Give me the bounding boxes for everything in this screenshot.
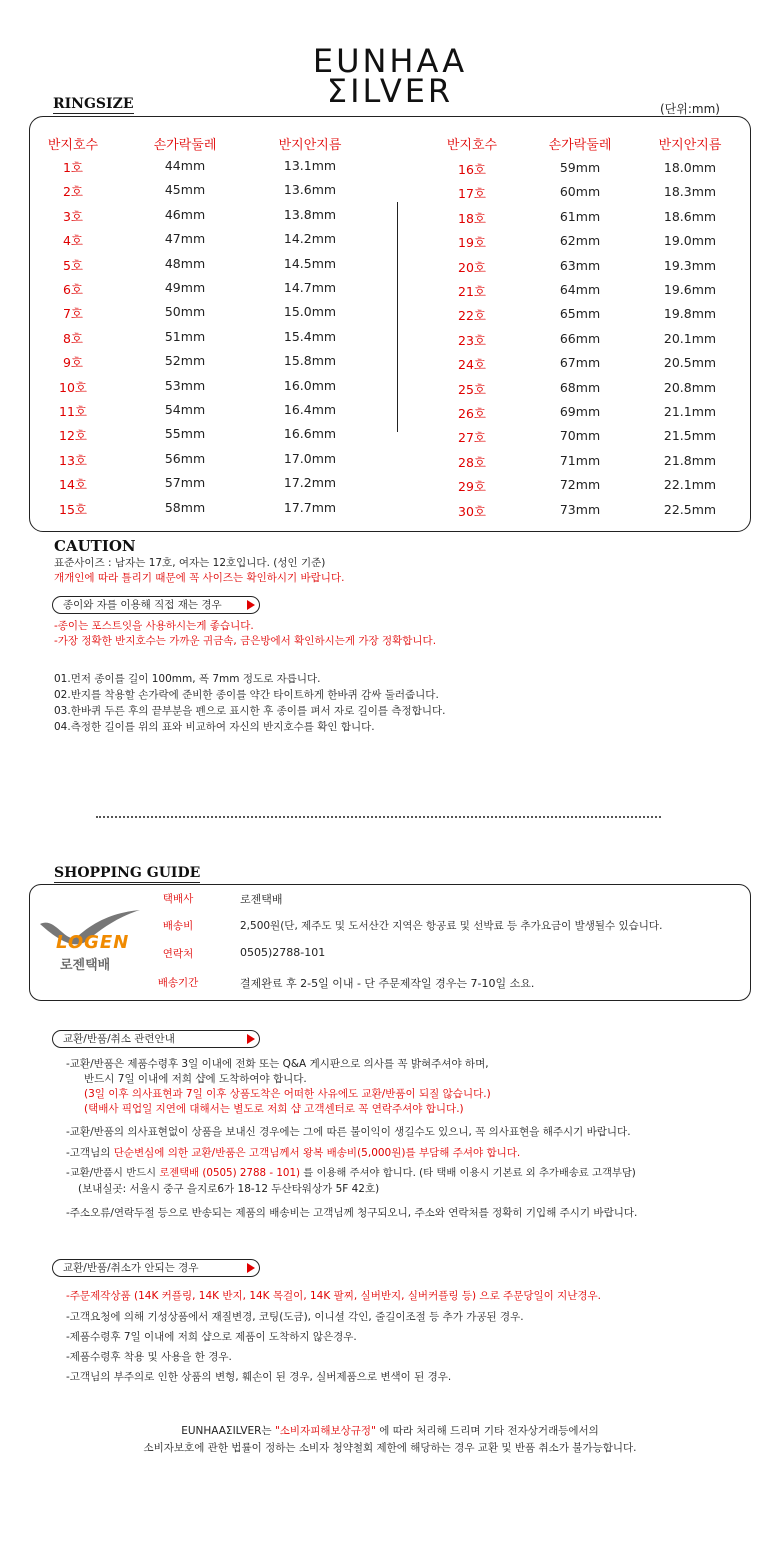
circ-left-2: 46mm <box>164 206 206 222</box>
size-left-10: 11호 <box>59 404 87 419</box>
diam-left-4: 14.5mm <box>283 255 337 271</box>
circ-left-4: 48mm <box>164 255 206 271</box>
circ-left-14: 58mm <box>164 499 206 515</box>
size-left-0: 1호 <box>62 160 84 175</box>
diam-right-7: 20.1mm <box>663 330 717 346</box>
size-right-9: 25호 <box>458 381 486 397</box>
diam-left-8: 15.8mm <box>283 353 337 369</box>
diam-left-10: 16.4mm <box>283 402 337 417</box>
circ-right-14: 73mm <box>559 501 601 517</box>
play-arrow-icon <box>247 600 255 610</box>
diam-right-8: 20.5mm <box>663 355 717 371</box>
diam-right-13: 22.1mm <box>663 477 717 493</box>
step-1: 01.먼저 종이를 길이 100mm, 폭 7mm 정도로 자릅니다. <box>54 673 321 685</box>
size-right-8: 24호 <box>458 357 486 373</box>
exchange-l3: (3일 이후 의사표현과 7일 이후 상품도착은 어떠한 사유에도 교환/반품이 되질 않습니다.) <box>84 1088 491 1100</box>
noexchange-l2: -고객요청에 의해 기성상품에서 재질변경, 코팅(도금), 이니셜 각인, 줄길이조절 등 추가 가공된 경우. <box>66 1311 524 1323</box>
circ-right-10: 69mm <box>559 404 601 419</box>
diam-right-14: 22.5mm <box>663 501 717 517</box>
circ-right-4: 63mm <box>559 257 601 273</box>
noexchange-pill <box>52 1259 260 1277</box>
circ-left-9: 53mm <box>164 377 206 393</box>
diam-left-6: 15.0mm <box>283 304 337 320</box>
diam-right-2: 18.6mm <box>663 208 717 224</box>
exchange-l5: -교환/반품의 의사표현없이 상품을 보내신 경우에는 그에 따른 불이익이 생길수도 있으니, 꼭 의사표현을 해주시기 바랍니다. <box>66 1126 631 1138</box>
ship-label-period: 배송기간 <box>157 977 199 989</box>
diam-left-0: 13.1mm <box>283 158 337 173</box>
size-left-13: 14호 <box>59 477 87 493</box>
shopping-title: SHOPPING GUIDE <box>54 865 201 881</box>
exchange-l6b: 단순변심에 의한 교환/반품은 고객님께서 왕복 배송비(5,000원)를 부담해 주셔야 합니다. <box>113 1147 521 1159</box>
circ-left-8: 52mm <box>164 353 206 369</box>
step-4: 04.측정한 길이를 위의 표와 비교하여 자신의 반지호수를 확인 합니다. <box>54 721 375 733</box>
circ-left-0: 44mm <box>164 158 206 173</box>
exchange-l8: (보내실곳: 서울시 중구 을지로6가 18-12 두산타워상가 5F 42호) <box>78 1183 380 1195</box>
caution-note: 개개인에 따라 틀리기 때문에 꼭 사이즈는 확인하시기 바랍니다. <box>54 572 345 584</box>
circ-left-11: 55mm <box>164 426 206 442</box>
size-left-4: 5호 <box>62 257 84 273</box>
caution-title: CAUTION <box>54 537 136 555</box>
noexchange-l1: -주문제작상품 (14K 커플링, 14K 반지, 14K 목걸이, 14K 팔찌, 실버반지, 실버커플링 등) 으로 주문당일이 지난경우. <box>66 1290 602 1302</box>
ship-label-contact: 연락처 <box>162 948 194 960</box>
size-right-10: 26호 <box>458 406 486 421</box>
logen-kr: 로젠택배 <box>60 958 111 973</box>
exchange-l6a: -고객님의 <box>66 1147 114 1159</box>
circ-right-5: 64mm <box>559 282 601 297</box>
diam-right-5: 19.6mm <box>663 282 717 297</box>
step-3: 03.한바퀴 두른 후의 끝부분을 펜으로 표시한 후 종이를 펴서 자로 길이를 측정합니다. <box>54 705 446 717</box>
circ-left-6: 50mm <box>164 304 206 320</box>
size-right-12: 28호 <box>458 454 486 470</box>
size-left-9: 10호 <box>59 379 87 395</box>
footer-line1 <box>0 1423 780 1438</box>
circ-right-11: 70mm <box>559 428 601 444</box>
caution-standard: 표준사이즈 : 남자는 17호, 여자는 12호입니다. (성인 기준) <box>54 557 326 569</box>
footer-c: 에 따라 처리해 드리며 기타 전자상거래등에서의 <box>375 1425 599 1437</box>
size-left-12: 13호 <box>59 452 87 468</box>
circ-right-1: 60mm <box>559 184 601 200</box>
dotted-divider <box>96 816 661 818</box>
size-right-4: 20호 <box>458 259 486 275</box>
diam-right-3: 19.0mm <box>663 233 717 249</box>
diam-right-6: 19.8mm <box>663 306 717 322</box>
size-left-2: 3호 <box>62 208 84 224</box>
brand-line1: EUNHAA <box>312 42 468 80</box>
diam-left-14: 17.7mm <box>283 499 337 515</box>
size-left-6: 7호 <box>62 306 84 322</box>
diam-right-0: 18.0mm <box>663 160 717 175</box>
size-left-3: 4호 <box>62 233 84 249</box>
header-right-0: 반지호수 <box>446 138 498 153</box>
measure-pill-label: 종이와 자를 이용해 직접 재는 경우 <box>63 599 222 611</box>
header-right-2: 반지안지름 <box>658 138 722 153</box>
ship-label-fee: 배송비 <box>162 920 194 932</box>
circ-left-10: 54mm <box>164 402 206 417</box>
size-right-7: 23호 <box>458 332 486 348</box>
noexchange-l3: -제품수령후 7일 이내에 저희 샵으로 제품이 도착하지 않은경우. <box>66 1331 357 1343</box>
ship-value-period: 결제완료 후 2-5일 이내 - 단 주문제작일 경우는 7-10일 소요. <box>240 977 535 990</box>
exchange-pill-label: 교환/반품/취소 관련안내 <box>63 1033 175 1045</box>
size-left-11: 12호 <box>59 428 87 444</box>
size-right-6: 22호 <box>458 308 486 324</box>
ship-value-carrier: 로젠택배 <box>240 893 283 906</box>
footer-a: EUNHAAΣILVER는 <box>181 1425 275 1437</box>
ringsize-title: RINGSIZE <box>53 96 134 112</box>
header-left-1: 손가락둘레 <box>153 138 217 153</box>
size-right-11: 27호 <box>458 430 486 446</box>
step-2: 02.반지를 착용할 손가락에 준비한 종이를 약간 타이트하게 한바퀴 감싸 둘러줍니다. <box>54 689 439 701</box>
header-left-2: 반지안지름 <box>278 138 342 153</box>
size-right-1: 17호 <box>458 186 486 202</box>
circ-left-5: 49mm <box>164 280 206 295</box>
diam-left-9: 16.0mm <box>283 377 337 393</box>
circ-right-13: 72mm <box>559 477 601 493</box>
size-right-0: 16호 <box>458 162 486 177</box>
logen-logo <box>36 906 146 976</box>
circ-left-3: 47mm <box>164 231 206 247</box>
size-right-14: 30호 <box>458 503 486 519</box>
exchange-l4: (택배사 픽업일 지연에 대해서는 별도로 저희 샵 고객센터로 꼭 연락주셔야 합니다.) <box>84 1103 464 1115</box>
logen-text: LOGEN <box>56 932 130 953</box>
footer-line2: 소비자보호에 관한 법률이 정하는 소비자 청약철회 제한에 해당하는 경우 교환 및 반품 취소가 불가능합니다. <box>143 1442 637 1454</box>
footer-b: "소비자피해보상규정" <box>274 1425 376 1437</box>
size-right-2: 18호 <box>458 210 486 226</box>
circ-right-6: 65mm <box>559 306 601 322</box>
header-left-0: 반지호수 <box>47 138 99 153</box>
ship-value-fee: 2,500원(단, 제주도 및 도서산간 지역은 항공료 및 선박료 등 추가요금이 발생될수 있습니다. <box>240 920 663 932</box>
size-left-1: 2호 <box>62 184 84 200</box>
caution-red2: -가장 정확한 반지호수는 가까운 귀금속, 금은방에서 확인하시는게 가장 정확합니다. <box>54 635 437 647</box>
diam-right-9: 20.8mm <box>663 379 717 395</box>
noexchange-pill-label: 교환/반품/취소가 안되는 경우 <box>63 1262 199 1274</box>
ship-label-carrier: 택배사 <box>162 893 194 905</box>
exchange-l9: -주소오류/연락두절 등으로 반송되는 제품의 배송비는 고객님께 청구되오니, 주소와 연락처를 정확히 기입해 주시기 바랍니다. <box>66 1207 638 1219</box>
circ-right-7: 66mm <box>559 330 601 346</box>
circ-right-2: 61mm <box>559 208 601 224</box>
exchange-l7a: -교환/반품시 반드시 <box>66 1167 160 1179</box>
exchange-l7b: 로젠택배 (0505) 2788 - 101) <box>159 1167 301 1179</box>
play-arrow-icon <box>247 1034 255 1044</box>
circ-right-0: 59mm <box>559 160 601 175</box>
diam-right-1: 18.3mm <box>663 184 717 200</box>
size-left-5: 6호 <box>62 282 84 297</box>
exchange-pill <box>52 1030 260 1048</box>
diam-left-2: 13.8mm <box>283 206 337 222</box>
diam-right-4: 19.3mm <box>663 257 717 273</box>
play-arrow-icon <box>247 1263 255 1273</box>
diam-left-13: 17.2mm <box>283 475 337 491</box>
diam-left-3: 14.2mm <box>283 231 337 247</box>
diam-left-5: 14.7mm <box>283 280 337 295</box>
size-right-13: 29호 <box>458 479 486 495</box>
diam-right-11: 21.5mm <box>663 428 717 444</box>
circ-left-1: 45mm <box>164 182 206 198</box>
diam-left-12: 17.0mm <box>283 450 337 466</box>
noexchange-l4: -제품수령후 착용 및 사용을 한 경우. <box>66 1351 232 1363</box>
circ-right-8: 67mm <box>559 355 601 371</box>
measure-pill <box>52 596 260 614</box>
exchange-l2: 반드시 7일 이내에 저희 샵에 도착하여야 합니다. <box>84 1073 307 1085</box>
diam-right-12: 21.8mm <box>663 452 717 468</box>
size-left-8: 9호 <box>62 355 84 371</box>
unit-label: (단위:mm) <box>660 102 720 116</box>
circ-right-9: 68mm <box>559 379 601 395</box>
table-divider <box>397 202 398 432</box>
exchange-l7c: 를 이용해 주셔야 합니다. (타 택배 이용시 기본료 외 추가배송료 고객부담) <box>300 1167 636 1179</box>
circ-right-3: 62mm <box>559 233 601 249</box>
exchange-l6 <box>66 1146 520 1161</box>
caution-red1: -종이는 포스트잇을 사용하시는게 좋습니다. <box>54 620 254 632</box>
header-right-1: 손가락둘레 <box>548 138 612 153</box>
diam-right-10: 21.1mm <box>663 404 717 419</box>
circ-left-12: 56mm <box>164 450 206 466</box>
size-right-5: 21호 <box>458 284 486 299</box>
brand-line2: ΣILVER <box>326 72 454 110</box>
ship-value-contact: 0505)2788-101 <box>240 946 326 959</box>
diam-left-1: 13.6mm <box>283 182 337 198</box>
circ-left-13: 57mm <box>164 475 206 491</box>
size-left-7: 8호 <box>62 330 84 346</box>
diam-left-7: 15.4mm <box>283 328 337 344</box>
diam-left-11: 16.6mm <box>283 426 337 442</box>
exchange-l1: -교환/반품은 제품수령후 3일 이내에 전화 또는 Q&A 게시판으로 의사를 꼭 밝혀주셔야 하며, <box>66 1058 489 1070</box>
ringsize-table <box>29 116 751 532</box>
size-right-3: 19호 <box>458 235 486 251</box>
circ-right-12: 71mm <box>559 452 601 468</box>
noexchange-l5: -고객님의 부주의로 인한 상품의 변형, 훼손이 된 경우, 실버제품으로 변색이 된 경우. <box>66 1371 452 1383</box>
circ-left-7: 51mm <box>164 328 206 344</box>
exchange-l7 <box>66 1166 636 1181</box>
size-left-14: 15호 <box>59 501 87 517</box>
